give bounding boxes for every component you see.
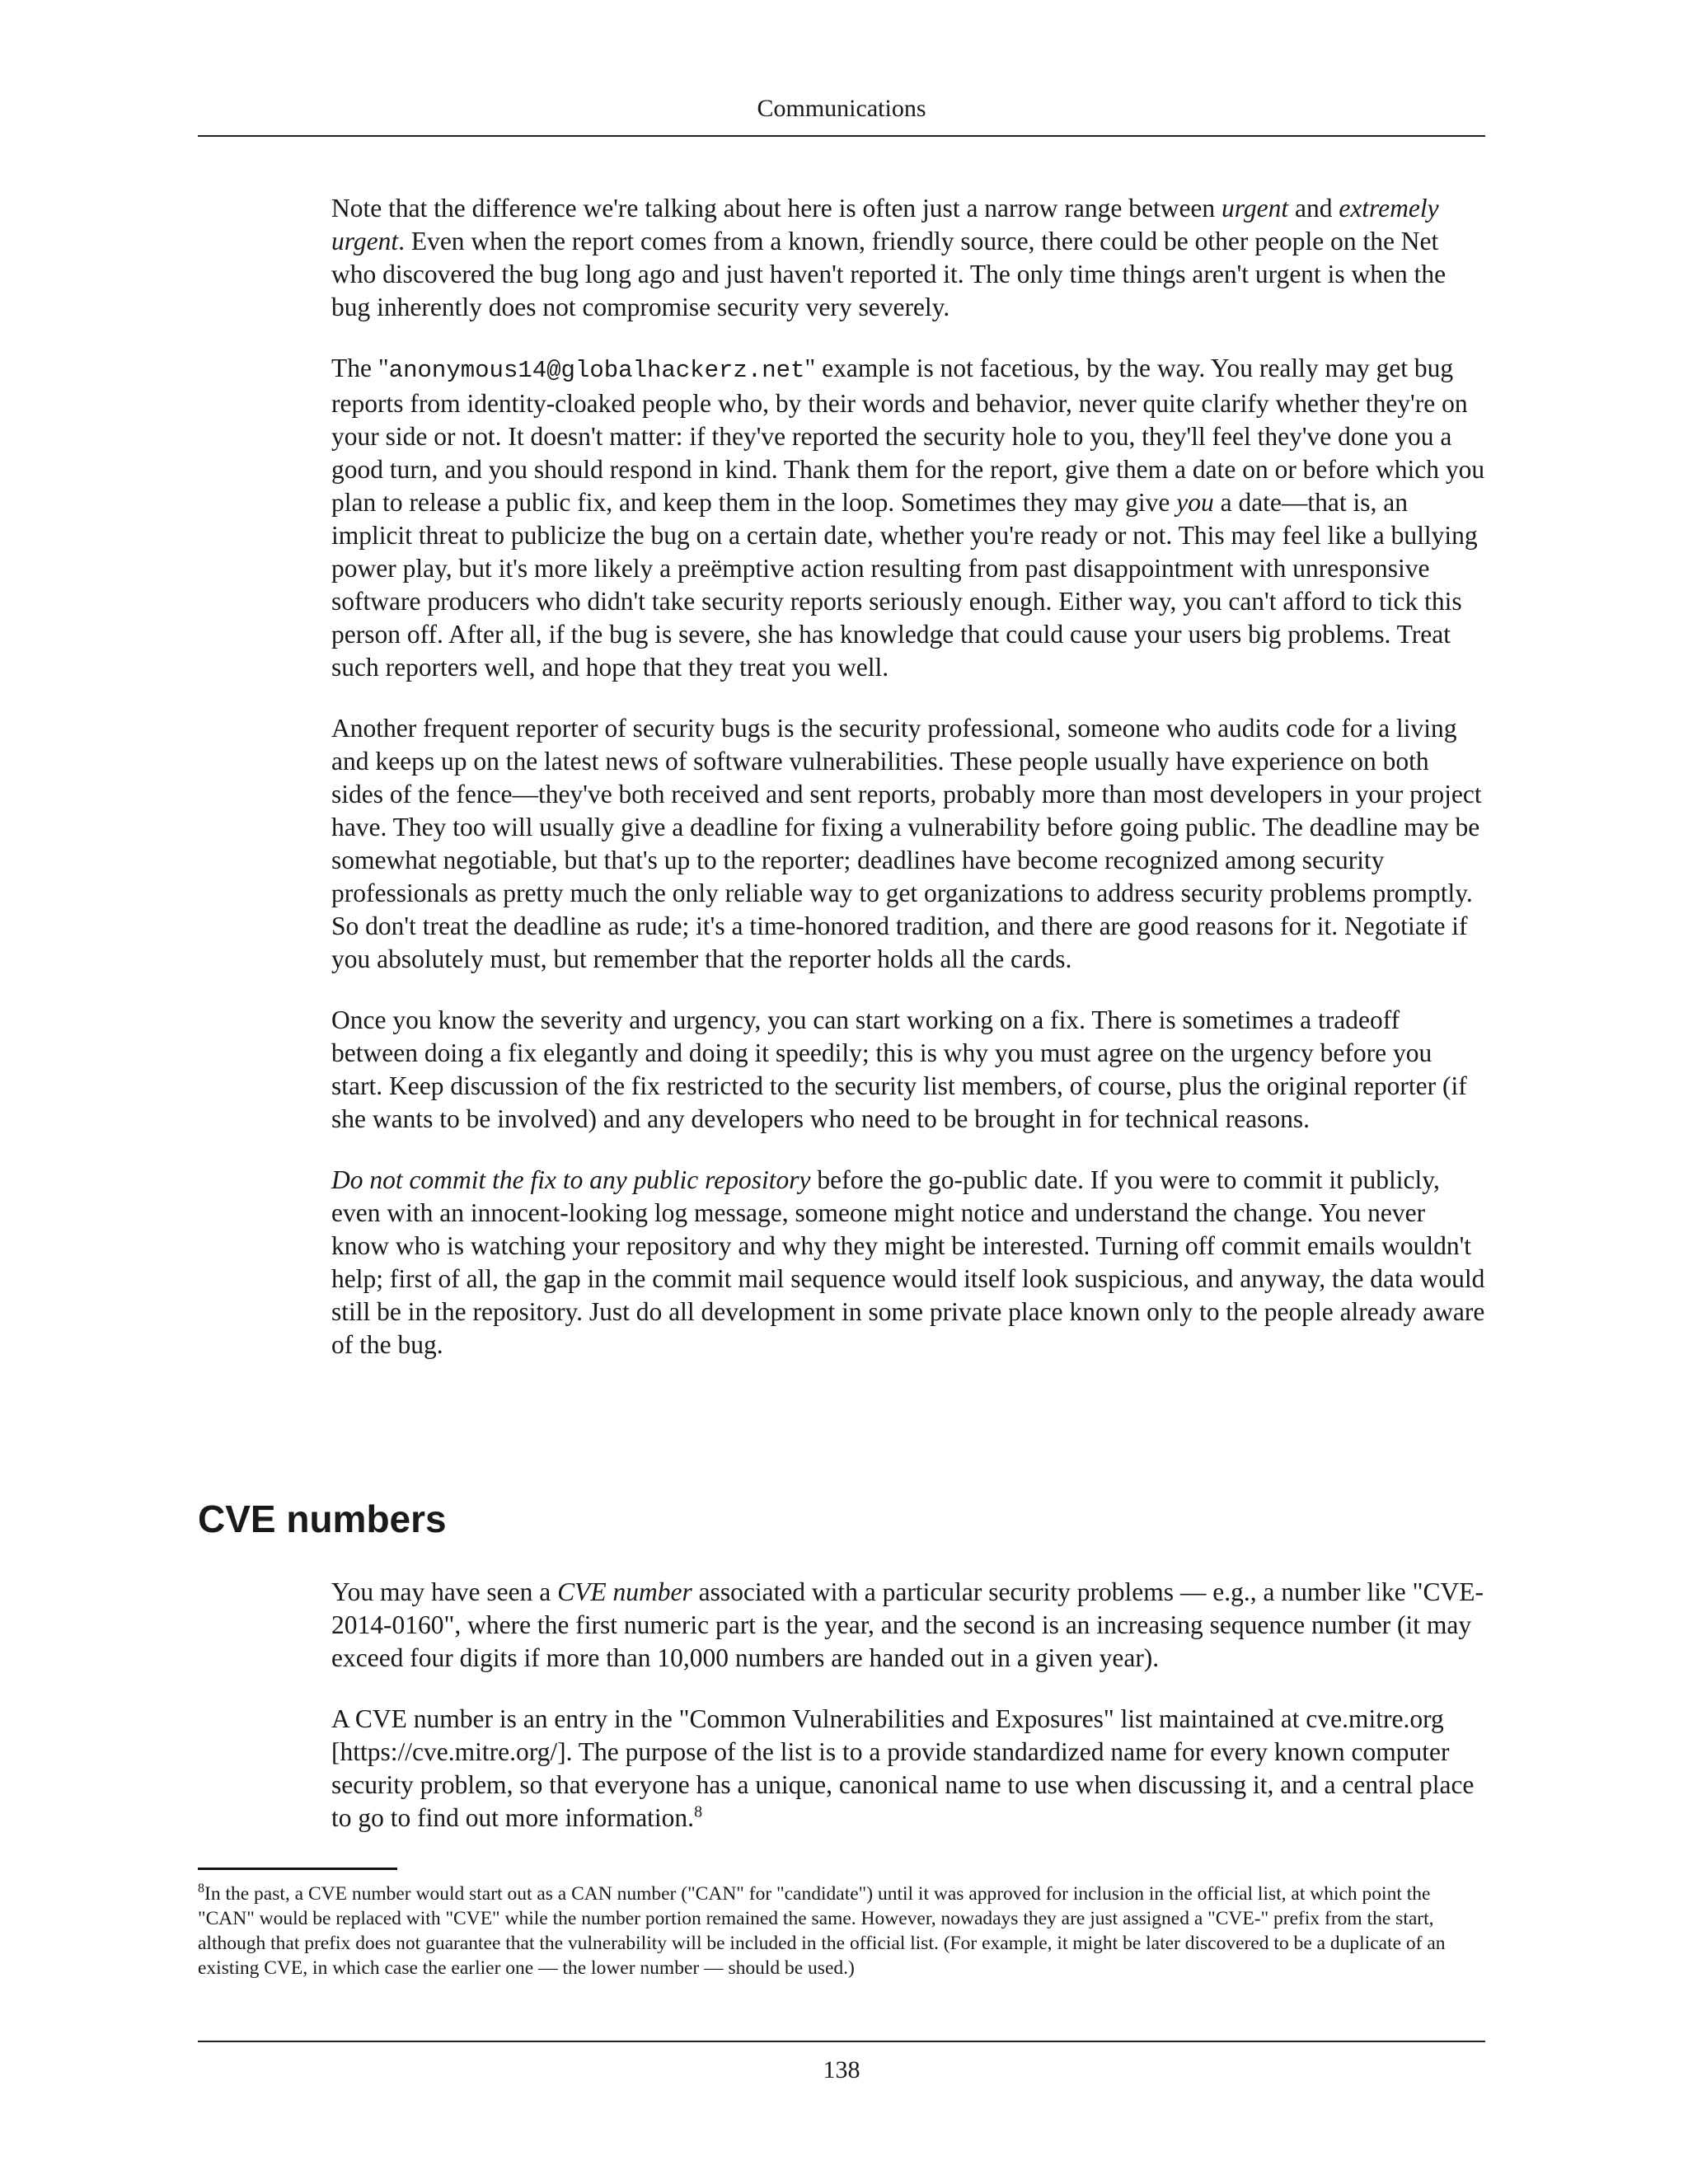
text-run: Note that the difference we're talking about here is often just a narrow range between (331, 194, 1222, 223)
text-run: associated with a particular security problems — e.g., a number like "CVE-2014-0160", where the first numeric part is the year, and the second is an increasing sequence number (it may exceed four digits if more than 10,000 numbers are handed out in a given year). (331, 1577, 1484, 1672)
emphasis-extremely-urgent: extremely urgent (331, 194, 1439, 255)
paragraph (331, 192, 1485, 324)
footnote-text: In the past, a CVE number would start out as a CAN number ("CAN" for "candidate") until it was approved for inclusion in the official list, at which point the "CAN" would be replaced with "CVE" while the number portion remained the same. However, nowadays they are just assigned a "CVE-" prefix from the start, although that prefix does not guarantee that the vulnerability will be included in the official list. (For example, it might be later discovered to be a duplicate of an existing CVE, in which case the earlier one — the lower number — should be used.) (198, 1883, 1446, 1979)
emphasis-cve-number: CVE number (557, 1577, 692, 1606)
footer-rule (198, 2041, 1485, 2042)
section-body (331, 1576, 1485, 1863)
email-code: anonymous14@globalhackerz.net (388, 357, 805, 384)
footnote-rule (198, 1868, 397, 1870)
emphasis-you: you (1176, 488, 1214, 517)
text-run: before the go-public date. If you were to commit it publicly, even with an innocent-looking log message, someone might notice and understand the change. You never know who is watching your repository and why they might be interested. Turning off commit emails wouldn't help; first of all, the gap in the commit mail sequence would itself look suspicious, and anyway, the data would still be in the repository. Just do all development in some private place known only to the people already aware of the bug. (331, 1165, 1485, 1359)
text-run: a date—that is, an implicit threat to publicize the bug on a certain date, whether you're ready or not. This may feel like a bullying power play, but it's more likely a preëmptive action resulting from past disappointment with unresponsive software producers who didn't take security reports seriously enough. Either way, you can't afford to tick this person off. After all, if the bug is severe, she has knowledge that could cause your users big problems. Treat such reporters well, and hope that they treat you well. (331, 488, 1478, 682)
body-text (331, 192, 1485, 1361)
page-number: 138 (823, 2056, 860, 2083)
section-heading: CVE numbers (198, 1497, 447, 1540)
footnote-number: 8 (198, 1882, 204, 1896)
text-run: The " (331, 354, 389, 382)
paragraph (331, 1576, 1485, 1675)
paragraph: Once you know the severity and urgency, you can start working on a fix. There is sometimes a tradeoff between doing a fix elegantly and doing it speedily; this is why you must agree on the urgency before you start. Keep discussion of the fix restricted to the security list members, of course, plus the original reporter (if she wants to be involved) and any developers who need to be brought in for technical reasons. (331, 1005, 1467, 1133)
emphasis-urgent: urgent (1221, 194, 1289, 223)
text-run: . Even when the report comes from a known, friendly source, there could be other people on the Net who discovered the bug long ago and just haven't reported it. The only time things aren't urgent is when the bug inherently does not compromise security very severely. (331, 227, 1447, 321)
paragraph (331, 1703, 1485, 1835)
text-run: " example is not facetious, by the way. You really may get bug reports from identity-cloaked people who, by their words and behavior, never quite clarify whether they're on your side or not. It doesn't matter: if they've reported the security hole to you, they'll feel they've done you a good turn, and you should respond in kind. Thank them for the report, give them a date on or before which you plan to release a public fix, and keep them in the loop. Sometimes they may give (331, 354, 1485, 517)
text-run: You may have seen a (331, 1577, 558, 1606)
footnote (198, 1882, 1485, 1980)
paragraph (331, 352, 1485, 684)
emphasis-do-not-commit: Do not commit the fix to any public repository (331, 1165, 811, 1194)
text-run: A CVE number is an entry in the "Common Vulnerabilities and Exposures" list maintained at cve.mitre.org [https://cve.mitre.org/]. The purpose of the list is to a provide standardized name for every known computer security problem, so that everyone has a unique, canonical name to use when discussing it, and a central place to go to find out more information. (331, 1704, 1475, 1832)
paragraph (331, 1164, 1485, 1361)
paragraph: Another frequent reporter of security bugs is the security professional, someone who audits code for a living and keeps up on the latest news of software vulnerabilities. These people usually have experience on both sides of the fence—they've both received and sent reports, probably more than most developers in your project have. They too will usually give a deadline for fixing a vulnerability before going public. The deadline may be somewhat negotiable, but that's up to the reporter; deadlines have become recognized among security professionals as pretty much the only reliable way to get organizations to address security problems promptly. So don't treat the deadline as rude; it's a time-honored tradition, and there are good reasons for it. Negotiate if you absolutely must, but remember that the reporter holds all the cards. (331, 714, 1482, 973)
footnote-reference[interactable]: 8 (694, 1802, 703, 1821)
text-run: and (1288, 194, 1339, 223)
running-header: Communications (757, 95, 926, 122)
header-rule (198, 135, 1485, 137)
